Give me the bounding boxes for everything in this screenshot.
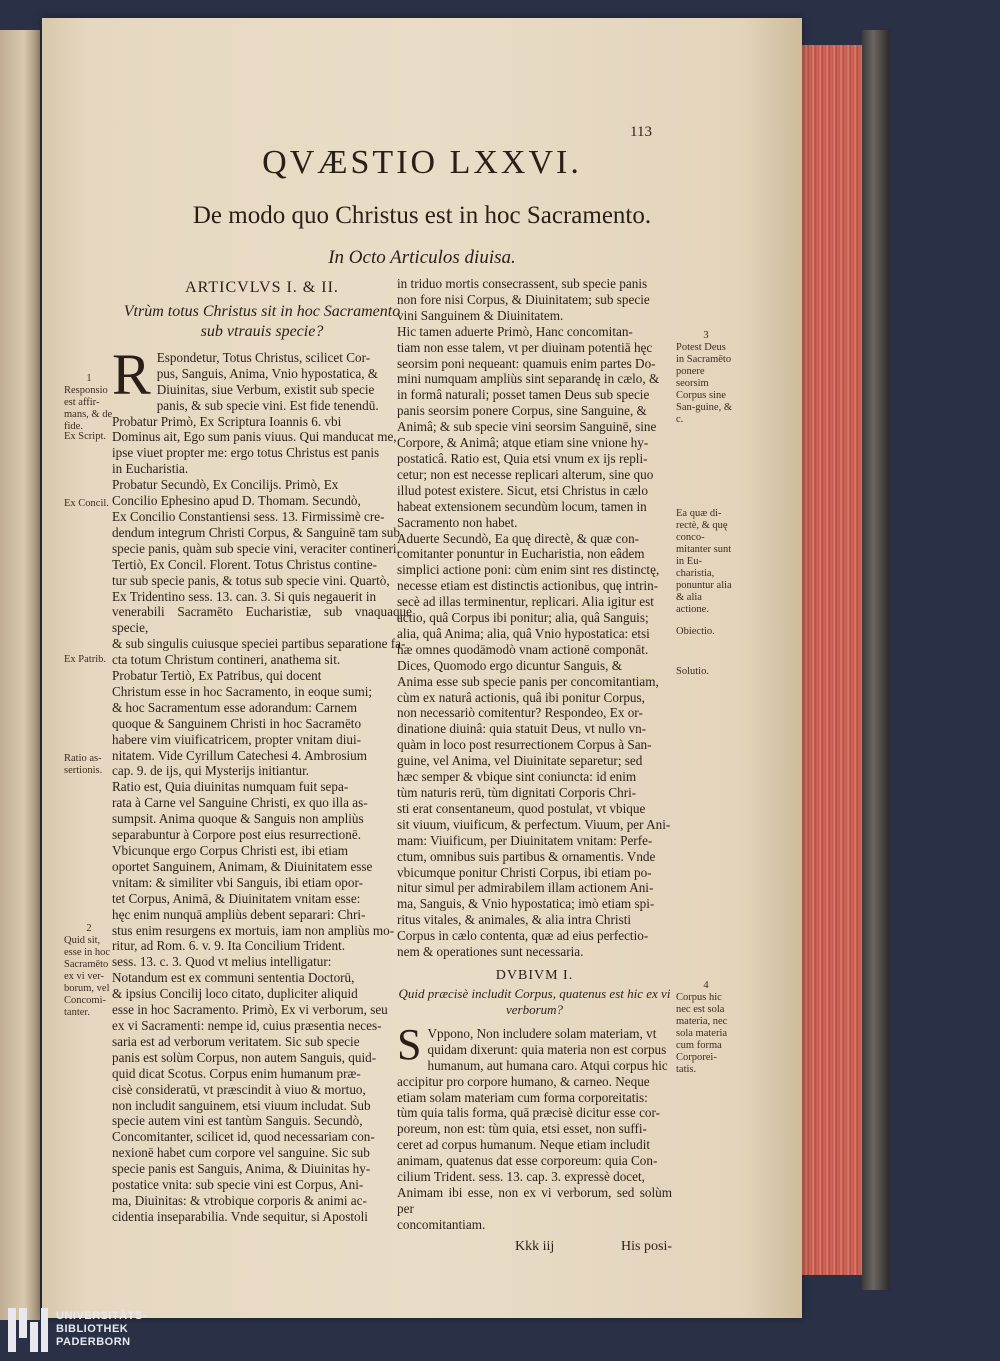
text-line: ma, Sanguis, & Vnio hypostatica; imò etiam spi- [397, 896, 655, 912]
text-line: animam, quatenus dat esse corporeum: quia Con- [397, 1153, 658, 1169]
text-line: cetur; non est necesse replicari alterum, sine quo [397, 466, 654, 482]
text-line: sti erat consentaneum, quod postulat, vt vbique [397, 800, 646, 816]
text-line: separabuntur à Corpore post eius resurrectionē. [112, 827, 362, 843]
page-title: QVÆSTIO LXXVI. [262, 144, 582, 181]
text-line: seorsim poni nequeant: quamuis enim partes Do- [397, 355, 656, 371]
text-line: Vbicunque ergo Corpus Christi est, ibi etiam [112, 843, 349, 858]
text-line: rata à Carne vel Sanguine Christi, ex quo illa as- [112, 795, 368, 811]
text-line: hęc enim nunquā ampliùs debent separari: Chri- [112, 906, 366, 922]
text-line: saria est ad verborum veritatem. Sic sub specie [112, 1033, 360, 1049]
text-line: Diuinitas, siue Verbum, existit sub specie [156, 381, 375, 397]
drop-cap: R [112, 341, 151, 407]
margin-note-text: Obiectio. [676, 626, 715, 637]
margin-note-right [676, 980, 736, 1076]
text-line: tiam non esse talem, vt per diuinam potentiā hęc [397, 339, 653, 355]
text-line: specie panis, quàm sub specie vini, veraciter contineri. [112, 540, 400, 556]
text-line: sumpsit. Anima quoque & Sanguis non ampliùs [112, 811, 364, 827]
margin-note-text: Corpus hic nec est sola materia, nec sola materia cum forma Corporei-tatis. [676, 992, 728, 1075]
text-line: Probatur Primò, Ex Scriptura Ioannis 6. vbi [112, 413, 342, 429]
margin-note-number: 3 [703, 330, 709, 341]
text-line: Corpore, & Animâ; atque etiam sine vnione hy- [397, 435, 649, 451]
dubium-heading: DVBIVM I. [495, 967, 574, 983]
text-line: tur sub specie panis, & totus sub specie vini. Quartò, [112, 572, 390, 588]
text-line: vini Sanguinem & Diuinitatem. [397, 307, 564, 323]
margin-note-left [64, 753, 114, 777]
text-line: vnitam: & similiter vbi Sanguis, ibi etiam opor- [112, 874, 364, 890]
library-line-3: PADERBORN [56, 1336, 131, 1348]
division: In Octo Articulos diuisa. [328, 247, 516, 268]
text-line: ritus vitales, & animales, & alia intra Christi [397, 912, 632, 928]
margin-note-text: Quid sit, esse in hoc Sacramēto ex vi ver-borum, vel Concomi-tanter. [64, 935, 111, 1018]
text-line: quàm in loco post resurrectionem Corpus à San- [397, 737, 652, 753]
right-column [397, 276, 672, 1259]
book-page [42, 18, 802, 1318]
text-line: cidentia inseparabilia. Vnde sequitur, si Apostoli [112, 1208, 368, 1224]
text-line: concomitantiam. [397, 1216, 486, 1232]
text-line: ex vi Sacramenti: nempe id, cuius præsentia neces- [112, 1017, 382, 1033]
text-line: Ex Concilio Constantiensi sess. 13. Firmissimè cre- [112, 508, 385, 524]
margin-note-right [676, 626, 736, 638]
margin-note-right [676, 508, 736, 616]
text-line: ctum, omnibus suis partibus & ornamentis. Vnde [397, 848, 656, 864]
text-line: in triduo mortis consecrassent, sub specie panis [397, 276, 648, 291]
text-line: poreum, non est: tùm quia, etsi esset, non suffi- [397, 1121, 647, 1137]
text-line: mam: Viuificum, per Diuinitatem vnitam: Perfe- [397, 832, 653, 848]
text-line: guine, vel Anima, vel Diuinitate separetur; sed [397, 753, 643, 769]
page-number: 113 [630, 124, 652, 140]
text-line: ipse viuet propter me: ergo totus Christus est panis [112, 445, 380, 461]
text-line: in formâ naturali; posset tamen Deus sub specie [397, 387, 650, 403]
dubium-text [397, 1042, 672, 1233]
margin-note-text: Ea quæ di-rectè, & quę conco-mitanter sunt in Eu-charistia, ponuntur alia & alia actione. [676, 508, 732, 615]
text-line: habeat extensionem secundùm locum, tamen in [397, 498, 647, 514]
text-line: & sub singulis cuiusque speciei partibus separatione fa- [112, 636, 406, 652]
margin-note-left [64, 498, 114, 510]
text-line: Tertiò, Ex Concil. Florent. Totus Christus contine- [112, 556, 377, 572]
margin-note-number: 1 [86, 373, 92, 384]
text-line: tet Corpus, Animā, & Diuinitatem vnitam esse: [112, 890, 361, 906]
text-line: ma, Diuinitas: & vtrobique corporis & animi ac- [112, 1192, 367, 1208]
margin-note-text: Potest Deus in Sacramēto ponere seorsim Corpus sine San-guine, & c. [676, 342, 732, 425]
text-line: non includit sanguinem, etsi viuum includat. Sub [112, 1097, 371, 1113]
dubium-question: Quid præcisè includit Corpus, quatenus est hic ex vi verborum? [398, 985, 671, 1017]
text-line: nitatem. Vide Cyrillum Catechesi 4. Ambrosium [112, 747, 367, 763]
text-line: oportet Sanguinem, Animam, & Diuinitatem esse [112, 858, 373, 874]
text-line: venerabili Sacramēto Eucharistiæ, sub vnaquaque specie, [112, 604, 412, 636]
text-line: humanum, aut humana caro. Atqui corpus hic [427, 1057, 668, 1073]
text-line: Sacramento non habet. [397, 514, 518, 530]
catchword: His posi- [621, 1238, 672, 1254]
text-line: Ex Tridentino sess. 13. can. 3. Si quis negauerit in [112, 588, 377, 604]
text-line: comitanter ponuntur in Eucharistia, non eâdem [397, 546, 645, 562]
text-line: actio, quâ Corpus ibi ponitur; alia, quâ Sanguis; [397, 610, 649, 626]
text-line: Christum esse in hoc Sacramento, in eoque sumi; [112, 683, 373, 699]
text-line: simplici actione poni: cùm enim sint res distinctę, [397, 562, 660, 578]
library-logo [8, 1302, 148, 1358]
text-line: necesse etiam est distinctis actionibus, quę intrin- [397, 578, 659, 594]
text-line: non fore nisi Corpus, & Diuinitatem; sub specie [397, 291, 650, 307]
text-line: & ipsius Concilij loco citato, dupliciter aliquid [112, 986, 358, 1002]
right-text [397, 276, 672, 960]
text-line: Ratio est, Quia diuinitas numquam fuit sepa- [112, 779, 349, 795]
text-line: cùm ex naturâ actionis, quâ ibi ponitur Corpus, [397, 689, 645, 705]
text-line: secè ad illas terminentur, replicari. Alia igitur est [397, 594, 654, 610]
margin-note-left [64, 923, 114, 1019]
text-line: Aduerte Secundò, Ea quę directè, & quæ con- [397, 530, 640, 546]
text-line: specie panis est Sanguis, Anima, & Diuinitas hy- [112, 1161, 371, 1177]
facing-page [0, 30, 40, 1320]
margin-note-text: Ex Patrib. [64, 654, 106, 665]
text-line: Probatur Secundò, Ex Concilijs. Primò, Ex [112, 477, 339, 493]
text-line: in Eucharistia. [112, 461, 189, 477]
text-line: & hoc Sacramentum esse adorandum: Carnem [112, 699, 357, 715]
margin-note-text: Ex Concil. [64, 498, 109, 509]
text-line: alia, quâ Anima; alia, quâ Vnio hypostatica: etsi [397, 625, 650, 641]
text-line: Probatur Tertiò, Ex Patribus, qui docent [112, 668, 322, 684]
text-line: panis seorsim ponere Corpus, sine Sanguine, & [397, 403, 647, 419]
text-line: specie autem vini est tantùm Sanguis. Secundò, [112, 1113, 363, 1129]
text-line: ceret ad corpus humanum. Neque etiam includit [397, 1137, 651, 1153]
text-line: hæc semper & vbique sint coniuncta: id enim [397, 769, 637, 785]
margin-note-left [64, 373, 114, 433]
margin-note-text: Responsio est affir-mans, & de fide. [64, 385, 113, 432]
margin-note-text: Solutio. [676, 666, 709, 677]
text-line: Concomitanter, scilicet id, quod necessariam con- [112, 1129, 375, 1145]
text-line: illud potest existere. Sicut, etsi Christus in cælo [397, 482, 648, 498]
text-line: Anima esse sub specie panis per concomitantiam, [397, 673, 659, 689]
drop-cap-s: S [397, 1019, 422, 1069]
text-line: postatice vnita: sub specie vini est Corpus, Ani- [112, 1177, 364, 1193]
text-line: cilium Trident. sess. 13. cap. 3. expressè docet, [397, 1169, 645, 1185]
margin-note-number: 4 [703, 980, 709, 991]
margin-note-left [64, 654, 114, 666]
articulus-heading: ARTICVLVS I. & II. [185, 279, 339, 296]
text-line: non necessariò comitentur? Respondeo, Ex or- [397, 705, 643, 721]
text-line: sit viuum, viuificum, & perfectum. Viuum, per Ani- [397, 816, 671, 832]
text-line: pus, Sanguis, Anima, Vnio hypostatica, & [156, 365, 379, 381]
left-column [112, 280, 412, 1225]
text-line: Concilio Ephesino apud D. Thomam. Secundò, [112, 493, 361, 509]
text-line: dinatione diuinâ: quia statuit Deus, vt nullo vn- [397, 721, 647, 737]
text-line: Corpus in cælo contenta, quæ ad eius perfectio- [397, 928, 649, 944]
library-line-1: UNIVERSITÄTS- [56, 1310, 147, 1322]
text-line: Dices, Quomodo ergo dicuntur Sanguis, & [397, 657, 623, 673]
text-line: stus enim resurgens ex mortuis, iam non ampliùs mo- [112, 922, 395, 938]
signature-mark: Kkk iij [515, 1238, 555, 1254]
text-line: Hic tamen aduerte Primò, Hanc concomitan- [397, 323, 633, 339]
text-line: tùm naturis rerū, tùm dignitati Corporis Chri- [397, 785, 637, 800]
text-line: sess. 13. c. 3. Quod vt melius intelligatur: [112, 954, 332, 970]
text-line: panis, & sub specie vini. Est fide tenendū. [156, 397, 379, 413]
text-line: etiam solam materiam cum forma corporeitatis: [397, 1089, 648, 1105]
first-line: Espondetur, Totus Christus, scilicet Cor- [156, 349, 371, 365]
text-line: Dominus ait, Ego sum panis viuus. Qui manducat me, [112, 429, 397, 445]
text-line: panis est solùm Corpus, non autem Sanguis, quid- [112, 1049, 377, 1065]
text-line: nem & operationes sunt necessaria. [397, 944, 584, 960]
margin-note-right [676, 330, 736, 426]
text-line: Notandum est ex communi sententia Doctorū, [112, 970, 355, 986]
text-line: quoque & Sanguinem Christi in hoc Sacramēto [112, 715, 362, 731]
text-line: mini numquam ampliùs sint separandę in cælo, & [397, 371, 660, 387]
question-heading: Vtrùm totus Christus sit in hoc Sacramento sub vtrauis specie? [123, 302, 401, 340]
margin-note-number: 2 [86, 923, 92, 934]
library-line-2: BIBLIOTHEK [56, 1323, 129, 1335]
text-line: cisè consideratū, vt præscindit à viuo & mortuo, [112, 1081, 366, 1097]
text-line: ritur, ad Rom. 6. v. 9. Ita Concilium Trident. [112, 938, 346, 954]
margin-note-text: Ratio as-sertionis. [64, 753, 103, 776]
text-line: postaticâ. Ratio est, Quia etsi vnum ex ijs repli- [397, 450, 648, 466]
subtitle: De modo quo Christus est in hoc Sacramento. [192, 202, 652, 229]
text-line: Animâ; & sub specie vini seorsim Sanguinē, sine [397, 419, 657, 435]
text-line: quidam dixerunt: quia materia non est corpus [427, 1041, 667, 1057]
text-line: tùm quia talis forma, quā præcisè dicitur esse cor- [397, 1105, 661, 1121]
margin-note-right [676, 666, 736, 678]
text-line: cta totum Christum contineri, anathema sit. [112, 652, 341, 668]
left-text [112, 366, 412, 1225]
text-line: habere vim viuificatricem, propter vnitam diui- [112, 731, 362, 747]
library-logo-icon [8, 1308, 48, 1352]
text-line: nitur simul per admirabilem illam actionem Ani- [397, 880, 654, 896]
text-line: hæ omnes quodāmodò vnam actionē componāt. [397, 641, 649, 657]
dubium-first-line: Vppono, Non includere solam materiam, vt [427, 1025, 657, 1041]
margin-note-text: Ex Script. [64, 431, 106, 442]
text-line: quid dicat Scotus. Corpus enim humanum præ- [112, 1065, 361, 1081]
text-line: vbicumque ponitur Christi Corpus, ibi etiam po- [397, 864, 652, 880]
book-cover [862, 30, 890, 1290]
text-line: cap. 9. de ijs, qui Mysterijs initiantur. [112, 763, 310, 779]
margin-note-left [64, 431, 114, 443]
text-line: esse in hoc Sacramento. Primò, Ex vi verborum, seu [112, 1002, 388, 1018]
text-line: accipitur pro corpore humano, & carneo. Neque [397, 1073, 650, 1089]
text-line: Animam ibi esse, non ex vi verborum, sed solùm per [397, 1184, 672, 1216]
text-line: nexionē habet cum corpore vel sanguine. Sic sub [112, 1145, 370, 1161]
text-line: dendum integrum Christi Corpus, & Sanguinē tam sub [112, 524, 400, 540]
